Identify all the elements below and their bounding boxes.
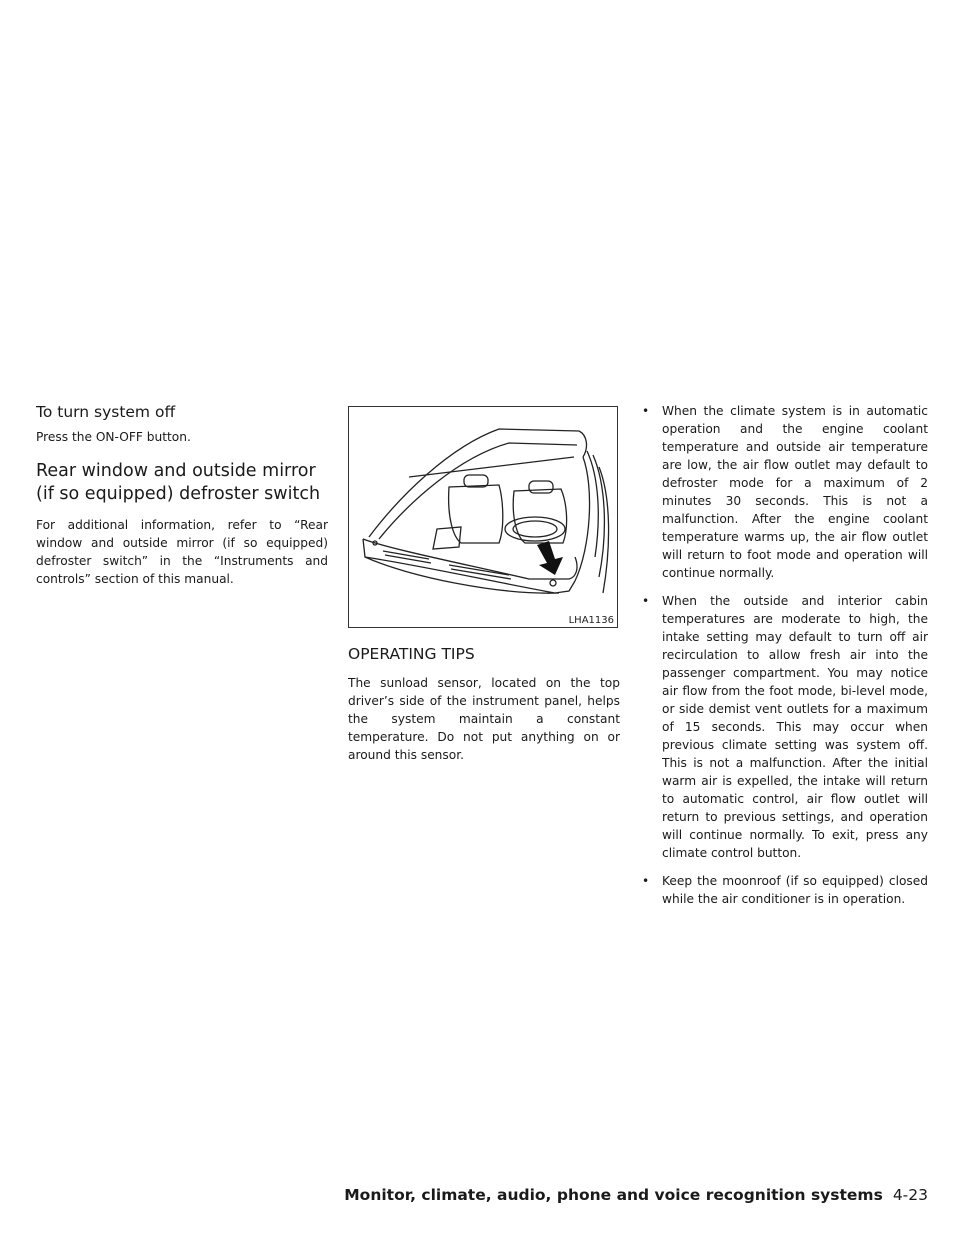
bullet-item: • When the outside and interior cabin temperatures are moderate to high, the intake setting may default to turn off air recirculation to allow fresh air into the passenger compartment. You may notice air flow from the foot mode, bi-level mode, or side demist vent outlets for a maximum of 15 seconds. This may occur when previous climate setting was system off. This is not a malfunction. After the initial warm air is expelled, the intake will return to automatic control, air flow outlet will return to previous settings, and operation will continue normally. To exit, press any climate control button.	[642, 594, 928, 860]
footer-section-title: Monitor, climate, audio, phone and voice recognition systems	[344, 1186, 883, 1204]
heading-defroster-switch: Rear window and outside mirror (if so equipped) defroster switch	[36, 461, 321, 504]
text-operating-tips: The sunload sensor, located on the top driver’s side of the instrument panel, helps the system maintain a constant temperature. Do not put anything on or around this sensor.	[348, 676, 620, 762]
tips-bullet-list	[636, 402, 928, 908]
figure-id: LHA1136	[568, 615, 614, 626]
text-turn-system-off: Press the ON-OFF button.	[36, 430, 191, 444]
bullet-item: • When the climate system is in automatic operation and the engine coolant temperature and outside air temperature are low, the air flow outlet may default to defroster mode for a maximum of 2 minutes 30 seconds. This is not a malfunction. After the engine coolant temperature warms up, the air flow outlet will return to foot mode and operation will continue normally.	[642, 404, 928, 580]
middle-column	[348, 402, 620, 764]
text-defroster-switch: For additional information, refer to “Rear window and outside mirror (if so equipped) defroster switch” in the “Instruments and controls” section of this manual.	[36, 518, 328, 586]
page-footer	[344, 1186, 928, 1204]
left-column	[36, 402, 328, 588]
heading-operating-tips: OPERATING TIPS	[348, 645, 475, 663]
bullet-item: • Keep the moonroof (if so equipped) closed while the air conditioner is in operation.	[642, 874, 928, 906]
bullet-dot: •	[642, 404, 650, 418]
sunload-sensor-figure	[348, 406, 618, 628]
bullet-dot: •	[642, 874, 650, 888]
heading-turn-system-off: To turn system off	[36, 403, 176, 421]
right-column	[636, 402, 928, 918]
bullet-dot: •	[642, 594, 650, 608]
dashboard-illustration	[349, 407, 619, 629]
page-number: 4-23	[892, 1186, 928, 1204]
